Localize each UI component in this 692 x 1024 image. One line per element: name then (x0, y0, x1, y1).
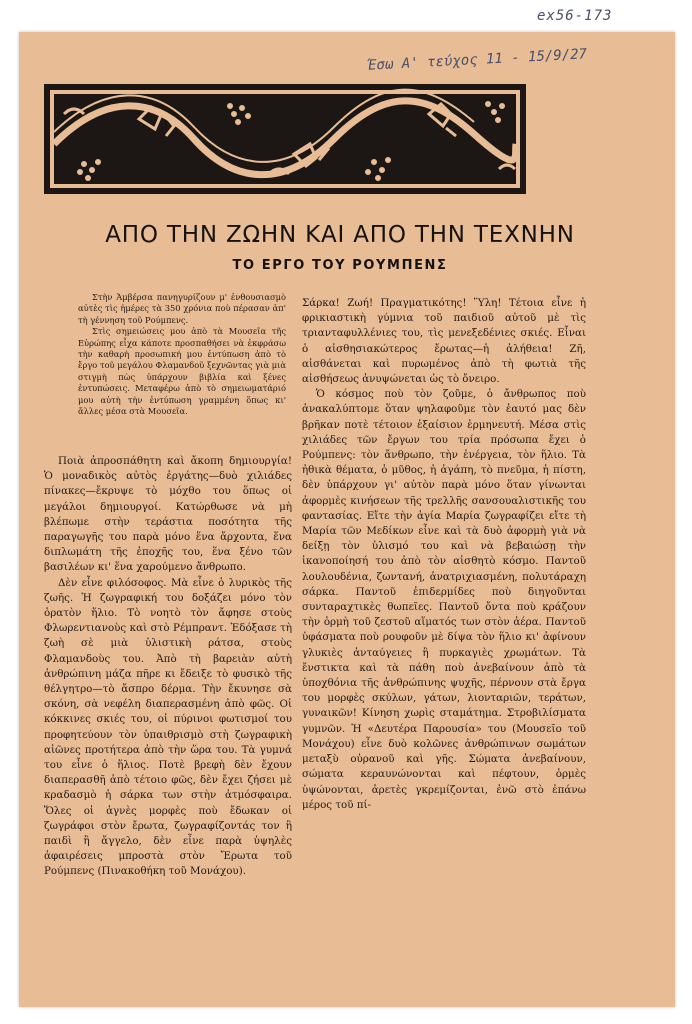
grapevine-ornament-icon (44, 84, 526, 194)
article-paragraph: Δὲν εἶνε φιλόσοφος. Μὰ εἶνε ὁ λυρικὸς τῆς ζωῆς. Ἡ ζωγραφική του δοξάζει μόνο τὸν ὁρατὸν ἥλιο. Τὸ νοητὸ τὸν ἄφησε στοὺς Φλωρεντιανοὺς καὶ στὸ Ρέμπραντ. Ἐδόξασε τὴ ζωὴ σὲ μιὰ ὑλιστικὴ ράτσα, στοὺς Φλαμανδοὺς του. Ἀπὸ τὴ βαρειὰν αὐτὴ ἀνθρώπινη μάζα πῆρε κι ἔδειξε τὸ φυσικὸ τῆς θέλγητρο—τὸ ἄσπρο δέρμα. Τὴν ἔκυνησε σὰ σκόνη, σὰ νεφέλη διαπερασμένη ἀπὸ φῶς. Οἱ κόκκινες σκιές του, οἱ πύρινοι φωτισμοί του προφητεύουν τὸν ὑπαιθρισμὸ στὴ ζωγραφικὴ αἰῶνες προτήτερα ἀπὸ τὴν ὥρα του. Τὰ γυμνά του εἶνε ὁ ἥλιος. Ποτὲ βρεφὴ δὲν ἔχουν διαπερασθῆ ἀπὸ τέτοιο φῶς, δὲν ἔχει ζήσει μὲ κραδασμὸ ἡ σάρκα των στὴν ἀτμόσφαιρα. Ὅλες οἱ ἁγνὲς μορφὲς ποὺ ἔδωκαν οἱ ζωγράφοι στὸν ἔρωτα, ζωγραφίζοντάς τον ἢ παιδὶ ἢ ἄγγελο, δὲν εἶνε παρὰ ὑψηλὲς ἀφαιρέσεις μπροστὰ στὸν Ἔρωτα τοῦ Ρούμπενς (Πινακοθήκη τοῦ Μονάχου). (44, 576, 292, 878)
article-paragraph: Ὁ κόσμος ποὺ τὸν ζοῦμε, ὁ ἄνθρωπος ποὺ ἀνακαλύπτομε ὅταν ψηλαφοῦμε τὸν ἑαυτό μας δὲν βρῆκαν ποτὲ τέτοιον ἐξαίσιον ἑρμηνευτή. Μέσα στὶς χιλιάδες τῶν ἔργων του τρία πρόσωπα ἔχει ὁ Ρούμπενς: τὸν ἄνθρωπο, τὴν ἐνέργεια, τὸν ἥλιο. Τὰ ἠθικὰ θέματα, ὁ μῦθος, ἡ ἀγάπη, τὸ πνεῦμα, ἡ πίστη, δὲν ὑπάρχουν γι' αὐτὸν παρὰ μόνο ὅταν γίνωνται ἀφορμὲς κινήσεων τῆς τρελλῆς σανσουαλιστικῆς του φαντασίας. Εἴτε τὴν ἁγία Μαρία ζωγραφίζει εἴτε τὴ Μαρία τῶν Μεδίκων εἶνε καὶ τὰ δυὸ ἀφορμὴ γιὰ νὰ δείξῃ τὸν ὑλισμό του καὶ νὰ βεβαιώσῃ τὴν ἱκανοποίησή του ἀπὸ τὸν αἰσθητὸ κόσμο. Παντοῦ λουλουδένια, ζωντανή, ἀνατριχιασμένη, πολυτάραχη σάρκα. Παντοῦ ἐπιδερμίδες ποὺ διηγοῦνται συνταραχτικὲς θωπεῖες. Παντοῦ ὄντα ποὺ κράζουν τὴν ὁρμὴ τοῦ ζεστοῦ αἵματός των στὸν ἀέρα. Παντοῦ ὑφάσματα ποὺ ρουφοῦν μὲ δίψα τὸν ἥλιο κι' ἀφίνουν γλυκιὲς ἀνταύγειες ἢ πυρκαγιὲς χρωμάτων. Τὰ ἔνστικτα καὶ τὰ πάθη ποὺ ἀνεβαίνουν ἀπὸ τὰ ὑποχθόνια τῆς ἀνθρώπινης ψυχῆς, πέρνουν στὰ ἔργα του μορφὲς σκύλων, γάτων, λιονταριῶν, τεράτων, γυναικῶν! Κίνηση χωρὶς σταμάτημα. Στροβιλίσματα γυμνῶν. Ἡ «Δευτέρα Παρουσία» του (Μουσεῖο τοῦ Μονάχου) εἶνε δυὸ κολῶνες ἀνθρώπινων σωμάτων μεταξὺ οὐρανοῦ καὶ γῆς. Σώματα ἀνεβαίνουν, σώματα κεραυνώνονται καὶ πέφτουν, ὁρμὲς ὑψώνονται, ἀρετὲς γκρεμίζονται, ἐνῶ στὸ ἐπάνω μέρος τοῦ πί- (302, 388, 586, 811)
intro-paragraph: Στὶς σημειώσεις μου ἀπὸ τὰ Μουσεῖα τῆς Εὐρώπης εἶχα κάποτε προσπαθήσει νὰ ἐκφράσω τὴν καθαρὴ προσωπική μου ἐντύπωση ἀπὸ τὸ ἔργο τοῦ μεγάλου Φλαμανδοῦ ξεχνῶντας γιὰ μιὰ στιγμὴ πὼς ὑπάρχουν βιβλία καὶ ξένες ἐντυπώσεις. Μεταφέρω ἀπὸ τὸ σημειωματάριό μου αὐτὴ τὴν ἐντύπωση γραμμένη ὅπως κι' ἄλλες μέσα στὰ Μουσεῖα. (78, 326, 286, 417)
article-paragraph: Σάρκα! Ζωή! Πραγματικότης! Ὕλη! Τέτοια εἶνε ἡ φρικιαστικὴ γύμνια τοῦ παιδιοῦ αὐτοῦ μὲ τὶς τριανταφυλλένιες του, τὶς μενεξεδένιες σκιές. Εἶναι ὁ αἰσθησιακώτερος ἔρωτας—ἡ ἀλήθεια! Ζῆ, αἰσθάνεται καὶ πυρωμένος ἀπὸ τὴ φωτιὰ τῆς αἰσθήσεως ἀνυψώνεται ὡς τὸ ὄνειρο. (302, 297, 586, 386)
article-right-column (302, 296, 586, 813)
article-paragraph: Ποιὰ ἀπροσπάθητη καὶ ἄκοπη δημιουργία! Ὁ μοναδικὸς αὐτὸς ἐργάτης—δυὸ χιλιάδες πίνακες—ἔκρυψε τὸ μόχθο του ὅπως οἱ μεγάλοι δημιουργοί. Κατώρθωσε νὰ μὴ βλέπωμε στὴν τεράστια ποσότητα τῆς παραγωγῆς του παρὰ μόνο ἕνα ἄρχοντα, ἕνα διπλωμάτη τῆς ἐποχῆς του, ἕνα ξένο τῶν βασιλέων κι' ἕνα χαρούμενο ἄνθρωπο. (44, 455, 292, 574)
handwritten-issue-note: Έσω Α' τεύχος 11 - 15/9/27 (367, 46, 588, 74)
page-subtitle: ΤΟ ΕΡΓΟ ΤΟΥ ΡΟΥΜΠΕΝΣ (232, 258, 448, 273)
article-left-column (44, 454, 292, 880)
catalog-number-note: ex56-173 (537, 8, 613, 24)
intro-note (78, 292, 286, 417)
intro-paragraph: Στὴν Ἀμβέρσα πανηγυρίζουν μ' ἐνθουσιασμὸ αὐτὲς τὶς ἡμέρες τὰ 350 χρόνια ποὺ πέρασαν ἀπ' τὴ γέννηση τοῦ Ρούμπενς. (78, 292, 286, 325)
page-title: ΑΠΟ ΤΗΝ ΖΩΗΝ ΚΑΙ ΑΠΟ ΤΗΝ ΤΕΧΝΗΝ (105, 222, 575, 248)
